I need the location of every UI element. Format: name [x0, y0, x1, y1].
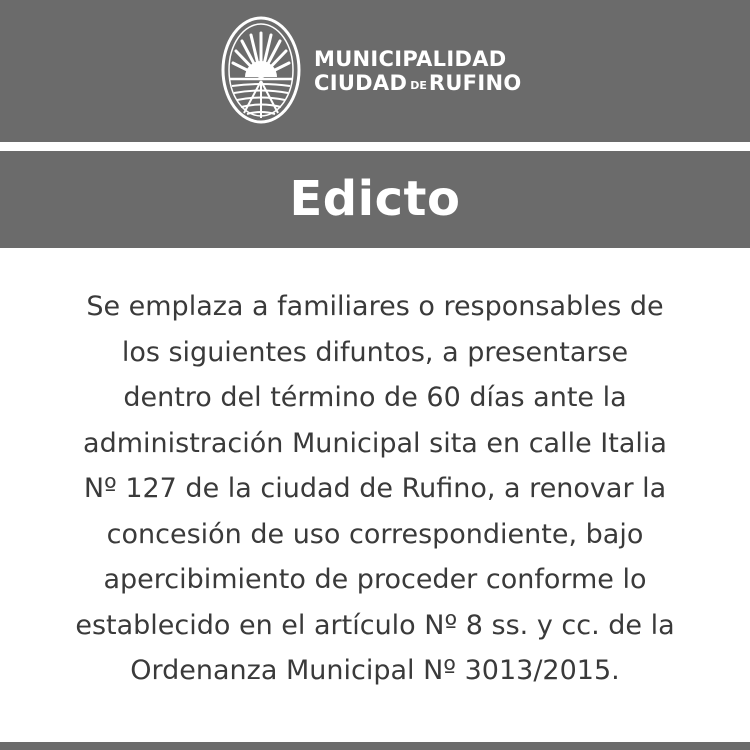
body-line: apercibimiento de proceder conforme lo — [103, 564, 647, 595]
municipal-seal-icon — [220, 15, 302, 125]
body-line: Nº 127 de la ciudad de Rufino, a renovar la — [83, 473, 667, 504]
brand-ciudad: CIUDAD — [314, 71, 408, 95]
body-line: establecido en el artículo Nº 8 ss. y cc. de la — [75, 609, 675, 641]
footer-band — [0, 742, 750, 750]
body-line: dentro del término de 60 días ante la — [123, 382, 627, 413]
body-line: Ordenanza Municipal Nº 3013/2015. — [130, 655, 620, 686]
body-line: los siguientes difuntos, a presentarse — [121, 336, 629, 368]
header-band — [0, 0, 750, 142]
body-line: concesión de uso correspondiente, bajo — [106, 518, 644, 550]
title-band — [0, 151, 750, 248]
brand-line-municipalidad: MUNICIPALIDAD — [314, 47, 507, 71]
page-title: Edicto — [289, 171, 461, 227]
brand-line-ciudad-de-rufino — [314, 71, 521, 98]
brand-de: DE — [410, 79, 427, 92]
municipality-wordmark — [314, 47, 521, 98]
edict-body — [0, 284, 750, 694]
body-line: administración Municipal sita en calle Italia — [83, 427, 667, 459]
body-line: Se emplaza a familiares o responsables de — [86, 291, 664, 322]
brand-rufino: RUFINO — [428, 71, 522, 95]
